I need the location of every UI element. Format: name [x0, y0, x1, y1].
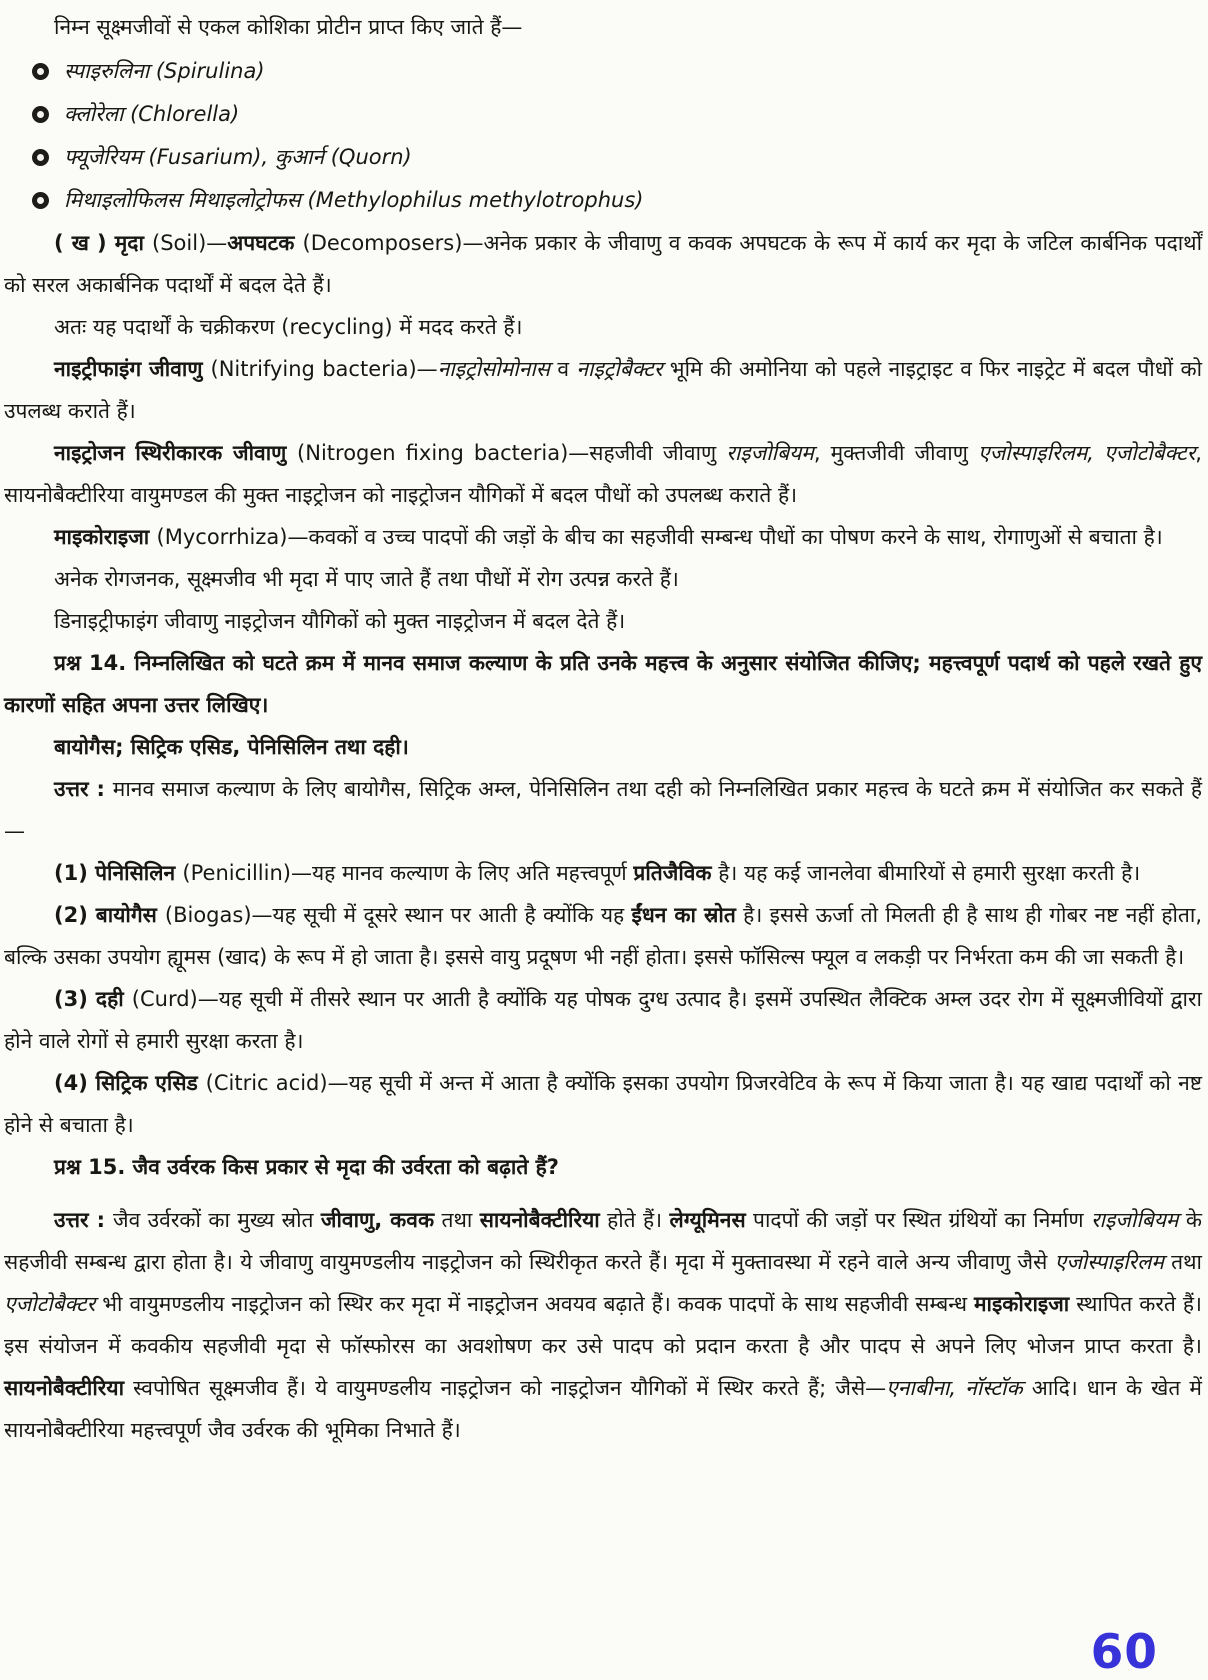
circle-bullet-icon [32, 63, 49, 80]
text-run: मिथाइलोफिलस मिथाइलोट्रोफस (Methylophilus methylotrophus) [64, 188, 644, 212]
text-run: निम्न सूक्ष्मजीवों से एकल कोशिका प्रोटीन प्राप्त किए जाते हैं— [54, 15, 523, 39]
text-run: (4) सिट्रिक एसिड [54, 1071, 206, 1095]
bullet-item-label [64, 93, 1202, 136]
page-number: 60 [1090, 1625, 1158, 1680]
text-run: (Citric acid)—यह सूची में अन्त में आता है क्योंकि इसका उपयोग प्रिजरवेटिव के रूप में किया जाता है। यह खाद्य पदार्थों को नष्ट होने से बचाता है। [4, 1071, 1202, 1137]
text-run: (Soil)— [152, 231, 228, 255]
paragraph-nitrogen-fixing-bacteria [4, 432, 1202, 516]
text-run: एनाबीना, नॉस्टॉक [886, 1376, 1023, 1400]
question-14 [4, 642, 1202, 726]
answer-14-curd [4, 978, 1202, 1062]
paragraph-recycling [4, 306, 1202, 348]
text-run: आदि। धान के खेत में सायनोबैक्टीरिया महत्त्वपूर्ण जैव उर्वरक की भूमिका निभाते हैं। [4, 1376, 1202, 1442]
text-run: पादपों की जड़ों पर स्थित ग्रंथियों का निर्माण [745, 1208, 1091, 1232]
text-run: एजोस्पाइरिलम, एजोटोबैक्टर [977, 441, 1196, 465]
answer-14-biogas [4, 894, 1202, 978]
paragraph-denitrifying [4, 600, 1202, 642]
answer-14-citric-acid [4, 1062, 1202, 1146]
text-run: प्रश्न 15. जैव उर्वरक किस प्रकार से मृदा की उर्वरता को बढ़ाते हैं? [54, 1155, 559, 1179]
text-run: स्पाइरुलिना (Spirulina) [64, 59, 265, 83]
paragraph-pathogens [4, 558, 1202, 600]
text-run: लेग्यूमिनस [669, 1208, 746, 1232]
bullet-item-methylophilus [4, 179, 1202, 222]
text-run: उत्तर : [54, 777, 113, 801]
text-run: उत्तर : [54, 1208, 114, 1232]
answer-15 [4, 1199, 1202, 1451]
circle-bullet-icon [32, 192, 49, 209]
text-run: एजोस्पाइरिलम [1054, 1250, 1164, 1274]
paragraph-nitrifying-bacteria [4, 348, 1202, 432]
paragraph-soil-decomposers [4, 222, 1202, 306]
text-run: ईंधन का स्रोत [631, 903, 736, 927]
text-run: राइजोबियम [1090, 1208, 1179, 1232]
bullet-item-label [64, 136, 1202, 179]
text-run: (3) दही [54, 987, 132, 1011]
text-run: भी वायुमण्डलीय नाइट्रोजन को स्थिर कर मृदा में नाइट्रोजन अवयव बढ़ाते हैं। कवक पादपों के साथ सहजीवी सम्बन्ध [95, 1292, 974, 1316]
text-run: प्रतिजैविक [633, 861, 712, 885]
paragraph-scp-intro [4, 6, 1202, 48]
bullet-item-chlorella [4, 93, 1202, 136]
text-run: माइकोराइजा [974, 1292, 1070, 1316]
text-run: भूमि की अमोनिया को पहले नाइट्राइट व फिर नाइट्रेट में बदल पौधों को उपलब्ध कराते हैं। [4, 357, 1203, 423]
text-run: है। इससे ऊर्जा तो मिलती ही है साथ ही गोबर नष्ट नहीं होता, बल्कि उसका उपयोग ह्यूमस (खाद) के रूप में हो जाता है। इससे वायु प्रदूषण भी नहीं होता। इससे फॉसिल्स फ्यूल व लकड़ी पर निर्भरता कम की जा सकती है। [4, 903, 1203, 969]
bullet-item-label [64, 50, 1202, 93]
text-run: सायनोबैक्टीरिया [4, 1376, 125, 1400]
text-run: क्लोरेला (Chlorella) [64, 102, 240, 126]
text-run: डिनाइट्रीफाइंग जीवाणु नाइट्रोजन यौगिकों को मुक्त नाइट्रोजन में बदल देते हैं। [54, 609, 626, 633]
text-run: अनेक रोगजनक, सूक्ष्मजीव भी मृदा में पाए जाते हैं तथा पौधों में रोग उत्पन्न करते हैं। [54, 567, 679, 591]
question-15 [4, 1146, 1202, 1188]
text-run: (Nitrogen fixing bacteria)—सहजीवी जीवाणु [297, 441, 727, 465]
question-14-items [4, 726, 1202, 768]
text-run: (Curd)—यह सूची में तीसरे स्थान पर आती है क्योंकि यह पोषक दुग्ध उत्पाद है। इसमें उपस्थित लैक्टिक अम्ल उदर रोग में सूक्ष्मजीवियों द्वारा होने वाले रोगों से हमारी सुरक्षा करता है। [4, 987, 1202, 1053]
text-run: (Biogas)—यह सूची में दूसरे स्थान पर आती है क्योंकि यह [164, 903, 632, 927]
text-run: स्वपोषित सूक्ष्मजीव हैं। ये वायुमण्डलीय नाइट्रोजन को नाइट्रोजन यौगिकों में स्थिर करते हैं; जैसे— [124, 1376, 887, 1400]
text-run: माइकोराइजा [54, 525, 157, 549]
text-run: एजोटोबैक्टर [4, 1292, 96, 1316]
text-run: अतः यह पदार्थों के चक्रीकरण (recycling) में मदद करते हैं। [54, 315, 523, 339]
text-run: नाइट्रीफाइंग जीवाणु [54, 357, 211, 381]
bullet-item-label [64, 179, 1202, 222]
text-run: अपघटक [227, 231, 303, 255]
text-run: (Nitrifying bacteria)— [210, 357, 438, 381]
scp-bullet-list [4, 50, 1202, 222]
text-run: होते हैं। [599, 1208, 670, 1232]
text-run: व [550, 357, 577, 381]
text-run: है। यह कई जानलेवा बीमारियों से हमारी सुरक्षा करती है। [711, 861, 1141, 885]
text-run: , मुक्तजीवी जीवाणु [813, 441, 978, 465]
bullet-item-fusarium-quorn [4, 136, 1202, 179]
text-run: (2) बायोगैस [54, 903, 165, 927]
answer-14-intro [4, 768, 1202, 852]
bullet-item-spirulina [4, 50, 1202, 93]
answer-14-penicillin [4, 852, 1202, 894]
text-run: (Penicillin)—यह मानव कल्याण के लिए अति महत्त्वपूर्ण [182, 861, 634, 885]
text-run: तथा [434, 1208, 480, 1232]
text-run: मानव समाज कल्याण के लिए बायोगैस, सिट्रिक अम्ल, पेनिसिलिन तथा दही को निम्नलिखित प्रकार महत्त्व के घटते क्रम में संयोजित कर सकते हैं— [4, 777, 1202, 843]
text-run: जीवाणु, कवक [320, 1208, 435, 1232]
circle-bullet-icon [32, 106, 49, 123]
text-run: नाइट्रोजन स्थिरीकारक जीवाणु [54, 441, 298, 465]
text-run: (Decomposers)—अनेक प्रकार के जीवाणु व कवक अपघटक के रूप में कार्य कर मृदा के जटिल कार्बनिक पदार्थों को सरल अकार्बनिक पदार्थों में बदल देते हैं। [4, 231, 1203, 297]
text-run: बायोगैस; सिट्रिक एसिड, पेनिसिलिन तथा दही। [54, 735, 409, 759]
circle-bullet-icon [32, 149, 49, 166]
text-run: फ्यूजेरियम (Fusarium), कुआर्न (Quorn) [64, 145, 412, 169]
text-run: के सहजीवी सम्बन्ध द्वारा होता है। ये जीवाणु वायुमण्डलीय नाइट्रोजन को स्थिरीकृत करते हैं। मृदा में मुक्तावस्था में रहने वाले अन्य जीवाणु जैसे [4, 1208, 1202, 1274]
text-run: नाइट्रोसोमोनास [437, 357, 551, 381]
text-run: सायनोबैक्टीरिया [479, 1208, 600, 1232]
text-run: तथा [1163, 1250, 1202, 1274]
text-run: , सायनोबैक्टीरिया वायुमण्डल की मुक्त नाइट्रोजन को नाइट्रोजन यौगिकों में बदल पौधों को उपलब्ध कराते हैं। [4, 441, 1202, 507]
text-run: (1) पेनिसिलिन [54, 861, 183, 885]
text-run: राइजोबियम [726, 441, 814, 465]
text-run: ( ख ) मृदा [54, 231, 153, 255]
text-run: नाइट्रोबैक्टर [576, 357, 663, 381]
text-run: जैव उर्वरकों का मुख्य स्रोत [113, 1208, 321, 1232]
text-run: प्रश्न 14. निम्नलिखित को घटते क्रम में मानव समाज कल्याण के प्रति उनके महत्त्व के अनुसार संयोजित कीजिए; महत्त्वपूर्ण पदार्थ को पहले रखते हुए कारणों सहित अपना उत्तर लिखिए। [4, 651, 1202, 717]
paragraph-mycorrhiza [4, 516, 1202, 558]
text-run: स्थापित करते हैं। इस संयोजन में कवकीय सहजीवी मृदा से फॉस्फोरस का अवशोषण कर उसे पादप को प्रदान करता है और पादप से अपने लिए भोजन प्राप्त करता है। [4, 1292, 1202, 1358]
text-run: (Mycorrhiza)—कवकों व उच्च पादपों की जड़ों के बीच का सहजीवी सम्बन्ध पौधों का पोषण करने के साथ, रोगाणुओं से बचाता है। [156, 525, 1163, 549]
